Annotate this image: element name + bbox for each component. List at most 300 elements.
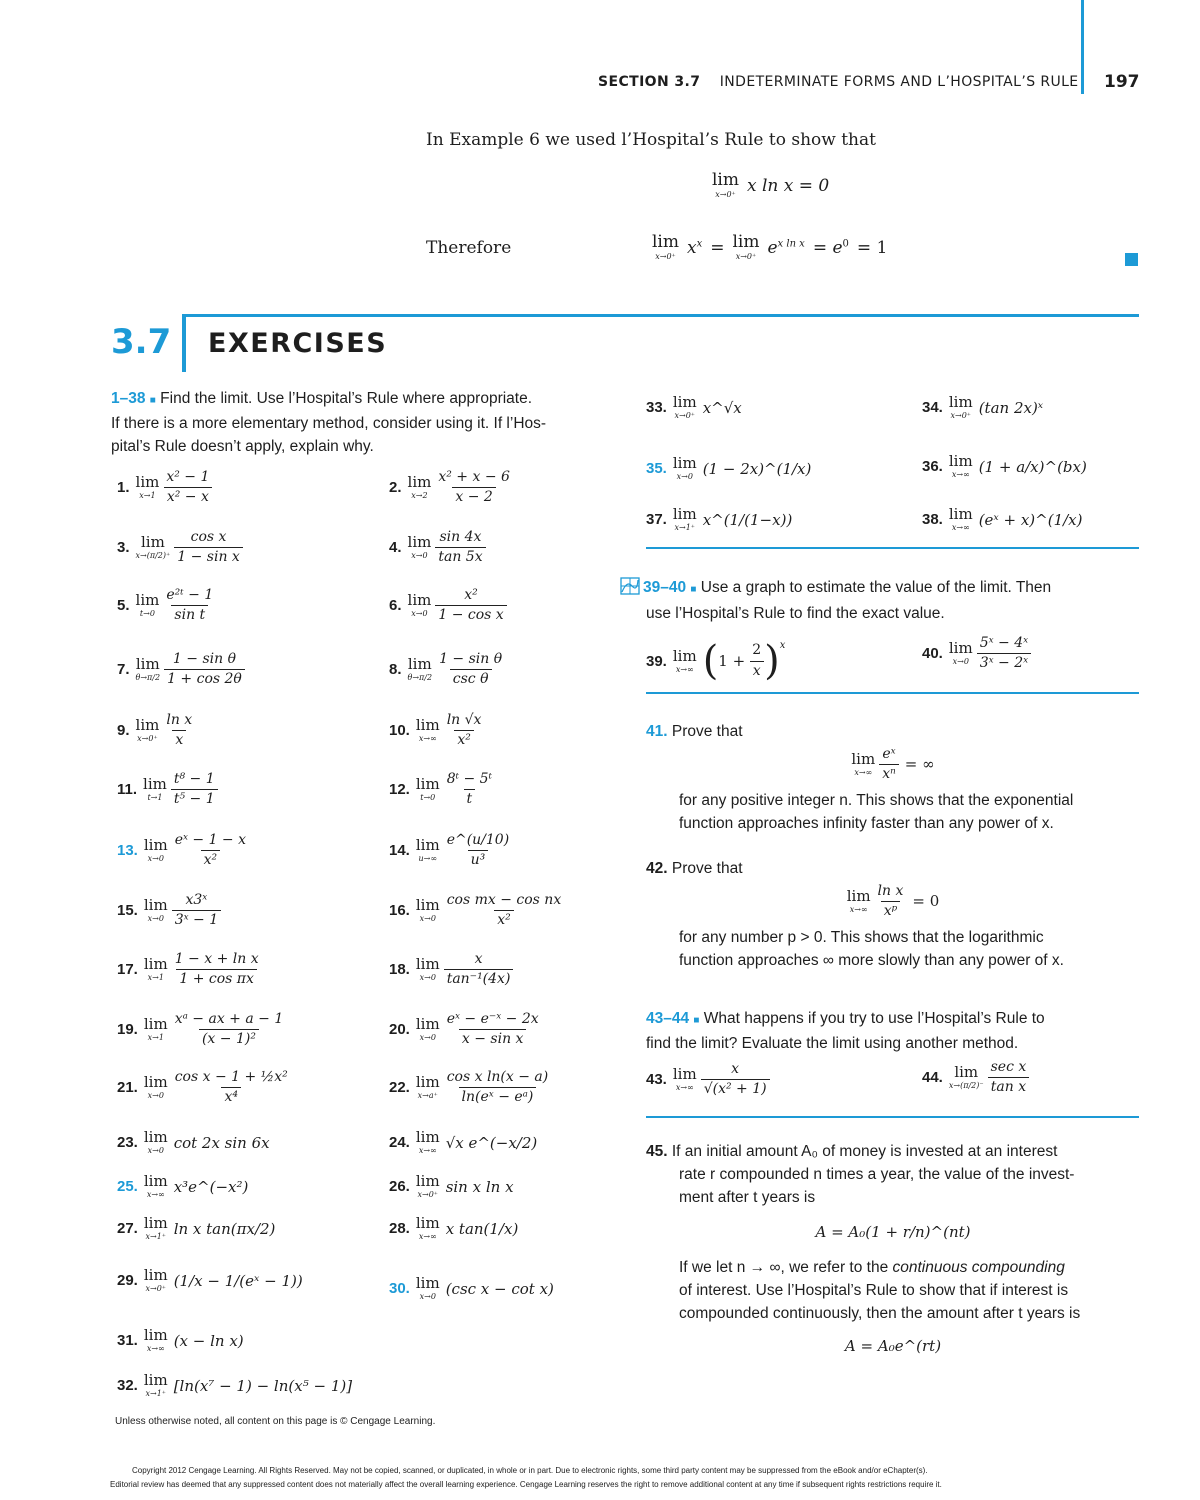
exercise-number: 2. bbox=[389, 479, 402, 497]
lim-sub: x→∞ bbox=[418, 734, 437, 744]
header-title: INDETERMINATE FORMS AND L’HOSPITAL’S RULE bbox=[719, 74, 1079, 90]
exercise-number: 18. bbox=[389, 961, 410, 979]
lim-expression bbox=[673, 456, 697, 481]
exercise-item bbox=[389, 1216, 518, 1241]
lim-expression bbox=[949, 507, 973, 532]
lim-word: lim bbox=[143, 1326, 168, 1344]
lim-sub: x→0 bbox=[419, 1292, 436, 1301]
lim-sub: x→1⁺ bbox=[145, 1389, 167, 1398]
fraction bbox=[163, 713, 195, 749]
exercise-lead: Prove that bbox=[671, 860, 743, 877]
lim-sub: θ→π/2 bbox=[407, 673, 433, 683]
lim-word: lim bbox=[652, 232, 679, 252]
fraction bbox=[163, 588, 216, 624]
instructions-39-40 bbox=[620, 576, 1140, 625]
lim-expression bbox=[144, 898, 168, 923]
rhs: = ∞ bbox=[904, 755, 935, 774]
expression: (csc x − cot x) bbox=[445, 1279, 554, 1298]
exercise-item bbox=[117, 952, 262, 988]
lim-sub: x→0⁺ bbox=[417, 1190, 439, 1199]
formula: A = A₀e^(rt) bbox=[844, 1337, 942, 1355]
lim-word: lim bbox=[143, 775, 167, 794]
exercise-item bbox=[117, 1216, 275, 1241]
fraction bbox=[172, 1070, 291, 1106]
intro-text: In Example 6 we used l’Hospital’s Rule to show that bbox=[426, 130, 876, 150]
exercise-item bbox=[117, 1070, 291, 1106]
exercise-number: 42. bbox=[646, 860, 668, 877]
denominator: (x − 1)² bbox=[199, 1029, 259, 1047]
exercise-number: 35. bbox=[646, 460, 667, 477]
fraction bbox=[435, 530, 485, 566]
exercise-number: 16. bbox=[389, 902, 410, 920]
exercise-number: 17. bbox=[117, 961, 138, 979]
fraction bbox=[172, 833, 249, 869]
denominator: u³ bbox=[468, 850, 489, 868]
lim-word: lim bbox=[135, 473, 160, 492]
lim-expression bbox=[673, 507, 697, 532]
lim-word: lim bbox=[135, 591, 160, 610]
exercise-item bbox=[117, 1268, 303, 1293]
lim-sub: x→0 bbox=[147, 1146, 164, 1155]
bullet-icon: ■ bbox=[690, 584, 697, 595]
exercise-item bbox=[389, 1276, 554, 1301]
exercise-number: 38. bbox=[922, 511, 943, 528]
exercise-item bbox=[389, 1070, 551, 1106]
lim-sub: x→∞ bbox=[146, 1344, 165, 1353]
lim-word: lim bbox=[407, 591, 432, 610]
denominator: xⁿ bbox=[879, 764, 899, 782]
lim-expression bbox=[949, 454, 973, 479]
expression: x^(1/(1−x)) bbox=[702, 510, 793, 529]
fraction bbox=[171, 772, 218, 808]
numerator: 1 − sin θ bbox=[172, 651, 237, 667]
exercise-text: for any number p > 0. This shows that the logarithmic bbox=[679, 928, 1044, 946]
copyright-line-1: Copyright 2012 Cengage Learning. All Rights Reserved. May not be copied, scanned, or duplicated, in whole or in part. Due to electronic rights, some third party content may be suppressed from the eBook and/or eChapter(s). bbox=[132, 1466, 928, 1475]
denominator: 1 − cos x bbox=[435, 605, 506, 623]
lim-sub: x→0 bbox=[147, 854, 164, 864]
intro-equation-1 bbox=[712, 172, 829, 199]
denominator: tan 5x bbox=[435, 547, 485, 565]
eq2-equals: = bbox=[710, 237, 725, 258]
numerator: x² + x − 6 bbox=[438, 469, 510, 485]
lim-word: lim bbox=[143, 955, 168, 974]
exercise-number: 31. bbox=[117, 1332, 138, 1349]
lim-expression bbox=[416, 718, 440, 743]
denominator: √(x² + 1) bbox=[701, 1079, 770, 1097]
fraction bbox=[444, 713, 485, 749]
exercise-item bbox=[389, 1174, 514, 1199]
lim-sub: x→0⁺ bbox=[735, 252, 757, 261]
exercise-item bbox=[117, 588, 216, 624]
lim-sub: x→1⁺ bbox=[145, 1232, 167, 1241]
exercise-number: 19. bbox=[117, 1021, 138, 1039]
running-header bbox=[598, 74, 1079, 90]
eq2-rest-exp: 0 bbox=[842, 237, 849, 249]
instr-line: Find the limit. Use l’Hospital’s Rule where appropriate. bbox=[160, 390, 533, 407]
exercise-41: 41. Prove that lim x→∞ $\frac{\text{eˣ}}{\text{xⁿ}}$ = ∞ for any positive integer n. This shows that the exponential function approaches infinity faster than any power of x. bbox=[646, 720, 1140, 835]
header-section: SECTION 3.7 bbox=[598, 74, 701, 90]
lim-sub: x→0 bbox=[419, 973, 436, 983]
lim-word: lim bbox=[143, 896, 168, 915]
lim-word: lim bbox=[143, 1128, 168, 1146]
lim-word: lim bbox=[143, 1073, 168, 1092]
lim-sub: θ→π/2 bbox=[135, 673, 161, 683]
divider-rule bbox=[646, 547, 1139, 549]
exercise-number: 27. bbox=[117, 1220, 138, 1237]
lim-expression bbox=[136, 535, 171, 560]
lim-sub: x→(π/2)⁺ bbox=[135, 551, 171, 561]
exercise-number: 45. bbox=[646, 1143, 668, 1160]
numerator: eˣ bbox=[882, 746, 896, 762]
denominator: t bbox=[464, 789, 476, 807]
lim-word: lim bbox=[415, 1274, 440, 1292]
exercise-number: 14. bbox=[389, 842, 410, 860]
bullet-icon: ■ bbox=[693, 1015, 700, 1026]
lim-word: lim bbox=[948, 452, 973, 470]
lim-word: lim bbox=[415, 775, 440, 794]
lim-expression bbox=[416, 1216, 440, 1241]
end-of-example-marker bbox=[1125, 253, 1138, 266]
denominator: 1 + cos 2θ bbox=[164, 669, 245, 687]
exercise-item bbox=[117, 1373, 352, 1398]
numerator: 1 − sin θ bbox=[439, 651, 503, 667]
lim-word: lim bbox=[143, 1172, 168, 1190]
numerator: t⁸ − 1 bbox=[173, 771, 215, 787]
exercise-number: 28. bbox=[389, 1220, 410, 1237]
exercise-39: 39. lim x→∞ ( 1 + $\frac{2}{x}$ ) $^x$ bbox=[646, 638, 786, 684]
numerator: e^(u/10) bbox=[446, 832, 510, 848]
exercise-number: 39. bbox=[646, 652, 667, 670]
lim-sub: x→∞ bbox=[418, 1146, 437, 1155]
exercise-item bbox=[117, 833, 249, 869]
lim-sub: x→0 bbox=[147, 914, 164, 924]
numerator: e²ᵗ − 1 bbox=[166, 587, 214, 603]
lim-sub: x→0⁺ bbox=[715, 190, 736, 199]
exercise-45 bbox=[646, 1140, 1140, 1358]
exercise-number: 4. bbox=[389, 539, 402, 557]
exercise-40: 40. lim x→0 $\frac{\text{5ˣ − 4ˣ}}{\text{3ˣ − 2ˣ}}$ bbox=[922, 636, 1031, 672]
rhs: = 0 bbox=[912, 892, 940, 911]
fraction bbox=[444, 772, 495, 808]
lim-expression bbox=[408, 657, 433, 682]
expression: ln x tan(πx/2) bbox=[173, 1219, 276, 1238]
exercise-item bbox=[117, 470, 212, 506]
section-title: EXERCISES bbox=[208, 328, 388, 359]
lim-word: lim bbox=[948, 393, 973, 411]
lim-expression bbox=[144, 1130, 168, 1155]
lim-sub: x→1 bbox=[147, 973, 164, 983]
lim-expression bbox=[136, 657, 161, 682]
lim-expression bbox=[144, 1017, 168, 1042]
denominator: x − sin x bbox=[459, 1029, 527, 1047]
section-bar bbox=[182, 314, 186, 372]
lim-expression bbox=[136, 475, 160, 500]
exercise-number: 37. bbox=[646, 511, 667, 528]
lim-word: lim bbox=[415, 836, 440, 855]
fraction bbox=[444, 833, 513, 869]
lim-word: lim bbox=[415, 1015, 440, 1034]
exercise-item bbox=[389, 1130, 537, 1155]
exercise-43: 43. lim x→∞ $\frac{x}{\text{√(x² + 1)}}$ bbox=[646, 1062, 770, 1098]
lim-word: lim bbox=[140, 533, 165, 552]
lim-word: lim bbox=[143, 1015, 168, 1034]
exercise-item bbox=[117, 713, 195, 749]
lim-sub: u→∞ bbox=[418, 854, 438, 864]
expression: x tan(1/x) bbox=[445, 1219, 519, 1238]
lim-expression bbox=[416, 1174, 440, 1199]
lim-sub: x→0 bbox=[952, 657, 969, 667]
exercise-number: 1. bbox=[117, 479, 130, 497]
lim-expression bbox=[408, 593, 432, 618]
lim-word: lim bbox=[143, 1266, 168, 1284]
lim-sub: x→∞ bbox=[854, 768, 873, 778]
numerator: eˣ − e⁻ˣ − 2x bbox=[446, 1011, 539, 1027]
exercise-item bbox=[117, 1174, 248, 1199]
exercise-item bbox=[646, 395, 742, 420]
exercise-number: 25. bbox=[117, 1178, 138, 1195]
fraction bbox=[444, 1070, 552, 1106]
lim-sub: x→∞ bbox=[146, 1190, 165, 1199]
lim-expression bbox=[416, 777, 440, 802]
lim-expression bbox=[144, 1174, 168, 1199]
lim-sub: x→0 bbox=[676, 472, 693, 481]
lim-word: lim bbox=[135, 716, 160, 735]
denominator: x⁴ bbox=[221, 1087, 241, 1105]
lim-sub: t→0 bbox=[420, 793, 436, 803]
range-label: 43–44 bbox=[646, 1010, 690, 1027]
lim-sub: x→0⁺ bbox=[674, 411, 696, 420]
exercise-item bbox=[389, 470, 513, 506]
exercise-text: If an initial amount A₀ of money is invested at an interest bbox=[671, 1143, 1058, 1160]
header-divider bbox=[1081, 0, 1084, 94]
expression: sin x ln x bbox=[445, 1177, 514, 1196]
instructions-1-38 bbox=[111, 387, 611, 458]
expression: (1/x − 1/(eˣ − 1)) bbox=[173, 1271, 303, 1290]
exercise-number: 26. bbox=[389, 1178, 410, 1195]
exercise-item bbox=[922, 507, 1083, 532]
lim-word: lim bbox=[143, 1214, 168, 1232]
denominator: 1 − sin x bbox=[174, 547, 243, 565]
lim-expression bbox=[416, 1276, 440, 1301]
denominator: 3ˣ − 1 bbox=[172, 910, 221, 928]
exercise-number: 8. bbox=[389, 661, 402, 679]
exercise-number: 33. bbox=[646, 399, 667, 416]
section-number: 3.7 bbox=[111, 322, 172, 362]
divider-rule bbox=[646, 1116, 1139, 1118]
denominator: x − 2 bbox=[452, 487, 495, 505]
denominator: x bbox=[172, 730, 186, 748]
exercise-number: 32. bbox=[117, 1377, 138, 1394]
lim-sub: x→(π/2)⁻ bbox=[948, 1081, 984, 1091]
numerator: eˣ − 1 − x bbox=[174, 832, 247, 848]
lim-expression bbox=[408, 475, 432, 500]
lim-expression bbox=[143, 777, 167, 802]
lim-sub: x→∞ bbox=[951, 523, 970, 532]
lim-expression bbox=[416, 1017, 440, 1042]
denominator: 3ˣ − 2ˣ bbox=[977, 653, 1031, 671]
denominator: tan⁻¹(4x) bbox=[444, 969, 514, 987]
numerator: x3ˣ bbox=[185, 892, 208, 908]
fraction bbox=[444, 893, 565, 929]
lim-sub: x→∞ bbox=[418, 1232, 437, 1241]
lim-word: lim bbox=[415, 716, 440, 735]
denominator: xᵖ bbox=[881, 901, 901, 919]
eq2-base: x bbox=[687, 237, 697, 258]
exercise-number: 36. bbox=[922, 458, 943, 475]
denominator: x² bbox=[494, 910, 514, 928]
lim-expression bbox=[144, 1075, 168, 1100]
lim-word: lim bbox=[415, 896, 440, 915]
lim-sub: x→1 bbox=[139, 491, 156, 501]
numerator: x² − 1 bbox=[166, 469, 210, 485]
lim-sub: x→0 bbox=[411, 609, 428, 619]
exercise-item bbox=[389, 652, 505, 688]
expression: cot 2x sin 6x bbox=[173, 1133, 270, 1152]
lim-word: lim bbox=[712, 170, 739, 190]
exercise-number: 30. bbox=[389, 1280, 410, 1297]
numerator: cos x − 1 + ½x² bbox=[174, 1069, 288, 1085]
expression: (eˣ + x)^(1/x) bbox=[978, 510, 1083, 529]
bullet-icon: ■ bbox=[149, 395, 156, 406]
lim-expression bbox=[949, 395, 973, 420]
denominator: 1 + cos πx bbox=[176, 969, 257, 987]
exercise-item bbox=[646, 507, 792, 532]
lim-word: lim bbox=[415, 1214, 440, 1232]
expression: [ln(x⁷ − 1) − ln(x⁵ − 1)] bbox=[173, 1376, 353, 1395]
exercise-item bbox=[922, 395, 1043, 420]
instr-line: Use a graph to estimate the value of the limit. Then bbox=[700, 579, 1052, 596]
exercise-item bbox=[646, 456, 811, 481]
instr-line: pital’s Rule doesn’t apply, explain why. bbox=[111, 438, 374, 455]
lim-sub: x→1 bbox=[147, 1033, 164, 1043]
lim-word: lim bbox=[415, 1073, 440, 1092]
denominator: tan x bbox=[988, 1077, 1029, 1095]
exercise-44: 44. lim x→(π/2)⁻ $\frac{\text{sec x}}{\text{tan x}}$ bbox=[922, 1060, 1029, 1096]
lim-expression bbox=[144, 1373, 168, 1398]
numerator: sin 4x bbox=[439, 529, 482, 545]
fraction bbox=[444, 952, 514, 988]
lim-expression bbox=[136, 718, 160, 743]
exercise-item bbox=[389, 893, 564, 929]
exercise-42: 42. Prove that lim x→∞ $\frac{\text{ln x}}{\text{xᵖ}}$ = 0 for any number p > 0. This shows that the logarithmic function approaches ∞ more slowly than any power of x. bbox=[646, 857, 1140, 972]
lim-sub: x→0⁺ bbox=[950, 411, 972, 420]
exercise-number: 7. bbox=[117, 661, 130, 679]
exercise-number: 13. bbox=[117, 842, 138, 860]
divider-rule bbox=[646, 692, 1139, 694]
lim-word: lim bbox=[415, 955, 440, 974]
exercise-number: 9. bbox=[117, 722, 130, 740]
exercise-item bbox=[389, 713, 484, 749]
exercise-item bbox=[389, 833, 512, 869]
lim-sub: x→0 bbox=[411, 551, 428, 561]
exercise-number: 44. bbox=[922, 1069, 943, 1087]
instr-line: What happens if you try to use l’Hospital’s Rule to bbox=[703, 1010, 1045, 1027]
exercise-number: 12. bbox=[389, 781, 410, 799]
numerator: cos x bbox=[190, 529, 227, 545]
exercise-item bbox=[389, 772, 495, 808]
fraction bbox=[164, 652, 245, 688]
exercise-number: 11. bbox=[117, 781, 138, 799]
numerator: ln x bbox=[877, 883, 904, 899]
range-label: 39–40 bbox=[643, 579, 687, 596]
exercise-lead: Prove that bbox=[671, 723, 743, 740]
therefore-label: Therefore bbox=[426, 238, 512, 258]
lim-sub: t→1 bbox=[147, 793, 163, 803]
eq2-rest: = e bbox=[812, 237, 843, 258]
lim-sub: x→0 bbox=[147, 1091, 164, 1101]
exercise-number: 21. bbox=[117, 1079, 138, 1097]
expression: (1 + a/x)^(bx) bbox=[978, 457, 1087, 476]
lim-word: lim bbox=[672, 393, 697, 411]
numerator: 8ᵗ − 5ᵗ bbox=[446, 771, 493, 787]
denominator: ln(eˣ − eᵃ) bbox=[459, 1087, 537, 1105]
lim-expression bbox=[144, 1328, 168, 1353]
lim-sub: x→∞ bbox=[849, 905, 868, 915]
denominator: csc θ bbox=[450, 669, 492, 687]
exercise-number: 41. bbox=[646, 723, 668, 740]
numerator: 1 − x + ln x bbox=[174, 951, 259, 967]
lim-sub: x→0 bbox=[419, 914, 436, 924]
exercise-number: 5. bbox=[117, 597, 130, 615]
expression: x^√x bbox=[702, 398, 742, 417]
exercise-item bbox=[117, 652, 245, 688]
lim-word: lim bbox=[407, 473, 432, 492]
exercise-number: 23. bbox=[117, 1134, 138, 1151]
denominator: x² bbox=[201, 850, 221, 868]
fraction bbox=[435, 470, 513, 506]
numerator: sec x bbox=[990, 1059, 1027, 1075]
exercise-number: 15. bbox=[117, 902, 138, 920]
footer-note: Unless otherwise noted, all content on this page is © Cengage Learning. bbox=[115, 1416, 436, 1427]
exercise-item bbox=[117, 1328, 244, 1353]
lim-expression bbox=[416, 957, 440, 982]
fraction bbox=[435, 588, 506, 624]
numerator: xᵃ − ax + a − 1 bbox=[174, 1011, 284, 1027]
page-number: 197 bbox=[1104, 72, 1140, 92]
exercise-item bbox=[117, 772, 218, 808]
instr-line: find the limit? Evaluate the limit using another method. bbox=[646, 1035, 1019, 1052]
lim-word: lim bbox=[732, 232, 760, 252]
lim-word: lim bbox=[672, 505, 697, 523]
fraction bbox=[172, 1012, 287, 1048]
numerator: x bbox=[474, 951, 483, 967]
lim-expression bbox=[416, 1075, 440, 1100]
exercise-number: 24. bbox=[389, 1134, 410, 1151]
lim-expression bbox=[416, 898, 440, 923]
fraction bbox=[444, 1012, 542, 1048]
exercise-text: function approaches infinity faster than any power of x. bbox=[679, 814, 1054, 832]
exercise-number: 22. bbox=[389, 1079, 410, 1097]
expression: (tan 2x)ˣ bbox=[978, 398, 1044, 417]
eq2-e-exp: x ln x bbox=[777, 237, 805, 249]
exercise-number: 29. bbox=[117, 1272, 138, 1289]
expression: (x − ln x) bbox=[173, 1331, 244, 1350]
eq2-end: = 1 bbox=[856, 237, 888, 258]
numerator: cos x ln(x − a) bbox=[446, 1069, 549, 1085]
lim-sub: x→0⁺ bbox=[145, 1284, 167, 1293]
intro-equation-2 bbox=[652, 234, 887, 261]
eq1-rhs: x ln x = 0 bbox=[747, 175, 830, 196]
fraction bbox=[163, 470, 212, 506]
lim-expression bbox=[144, 838, 168, 863]
range-label: 1–38 bbox=[111, 390, 146, 407]
exercise-number: 43. bbox=[646, 1071, 667, 1089]
numerator: ln x bbox=[166, 712, 193, 728]
lim-sub: x→2 bbox=[411, 491, 428, 501]
denominator: x² − x bbox=[164, 487, 212, 505]
expression: (1 − 2x)^(1/x) bbox=[702, 459, 812, 478]
lim-sub: x→∞ bbox=[951, 470, 970, 479]
